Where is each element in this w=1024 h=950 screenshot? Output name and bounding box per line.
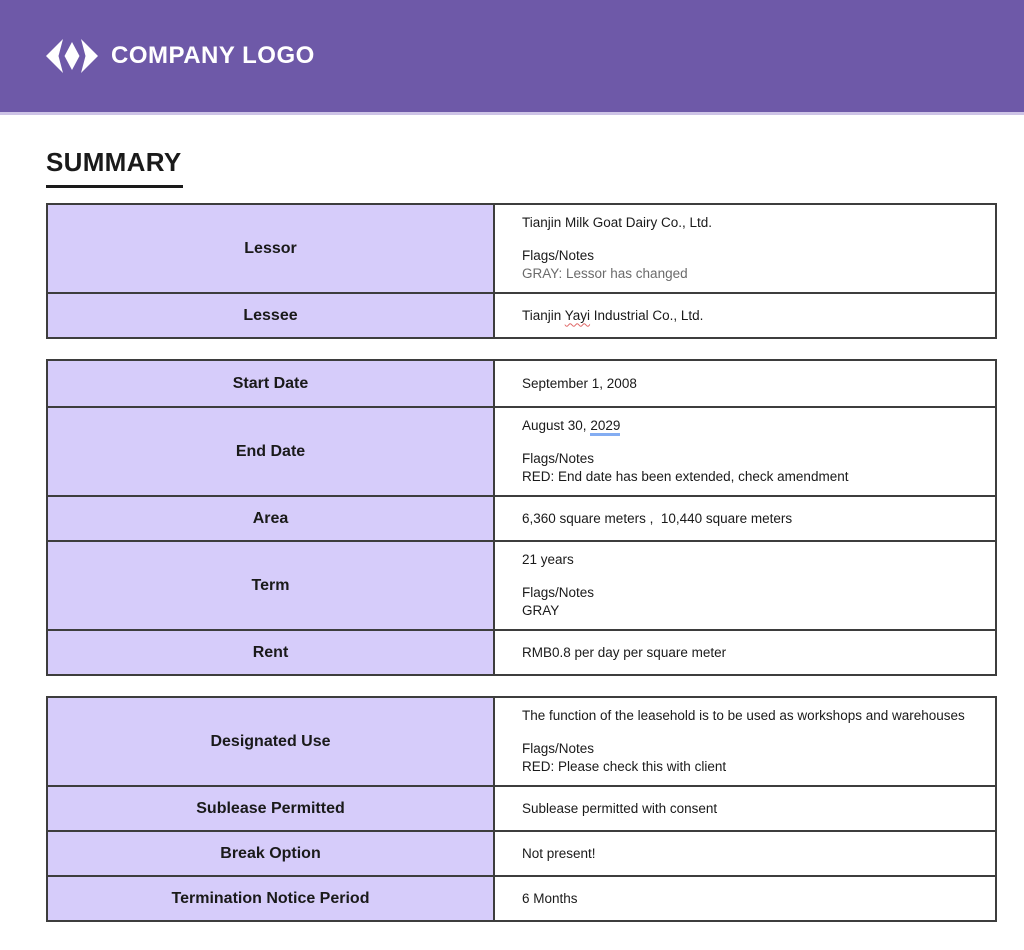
page-title: SUMMARY — [46, 147, 183, 188]
table-row-term — [48, 540, 995, 629]
row-value-term — [495, 542, 995, 629]
table-row-lessee — [48, 292, 995, 337]
value-part: August 30, — [522, 418, 591, 433]
value-text: 21 years — [522, 552, 574, 567]
row-label-lessor: Lessor — [48, 205, 495, 292]
flag-note: GRAY: Lessor has changed — [522, 266, 688, 281]
flags-notes-block — [522, 740, 979, 776]
flag-note: RED: Please check this with client — [522, 759, 727, 774]
table-row-break-option — [48, 830, 995, 875]
flags-label: Flags/Notes — [522, 248, 595, 263]
row-label-end-date: End Date — [48, 408, 495, 495]
value-text: 6 Months — [522, 890, 578, 906]
row-value-start-date — [495, 361, 995, 406]
table-row-area — [48, 495, 995, 540]
app-header — [0, 0, 1024, 115]
value-text: September 1, 2008 — [522, 375, 637, 391]
flags-label: Flags/Notes — [522, 741, 595, 756]
row-value-termination-notice — [495, 877, 995, 920]
table-row-designated-use — [48, 698, 995, 785]
document-body — [0, 147, 1024, 922]
summary-heading-wrap — [46, 147, 997, 188]
row-value-designated-use — [495, 698, 995, 785]
company-logo — [46, 35, 315, 77]
row-value-lessor — [495, 205, 995, 292]
flags-notes-block — [522, 450, 979, 486]
value-text: Tianjin Milk Goat Dairy Co., Ltd. — [522, 215, 713, 230]
value-text — [522, 417, 979, 435]
flags-label: Flags/Notes — [522, 451, 595, 466]
row-label-rent: Rent — [48, 631, 495, 674]
flags-notes-block — [522, 584, 979, 620]
diamond-brackets-icon — [46, 35, 98, 77]
flags-label: Flags/Notes — [522, 585, 595, 600]
value-text — [522, 307, 979, 325]
row-value-break-option — [495, 832, 995, 875]
row-label-lessee: Lessee — [48, 294, 495, 337]
row-label-term: Term — [48, 542, 495, 629]
table-row-end-date — [48, 406, 995, 495]
row-value-rent — [495, 631, 995, 674]
value-part: Tianjin — [522, 307, 565, 323]
flags-notes-block — [522, 247, 979, 283]
value-text: Sublease permitted with consent — [522, 800, 718, 816]
table-row-lessor — [48, 205, 995, 292]
table-row-termination-notice — [48, 875, 995, 920]
row-value-lessee — [495, 294, 995, 337]
row-label-sublease: Sublease Permitted — [48, 787, 495, 830]
row-label-break-option: Break Option — [48, 832, 495, 875]
table-row-start-date — [48, 361, 995, 406]
row-label-area: Area — [48, 497, 495, 540]
table-row-sublease — [48, 785, 995, 830]
value-text: RMB0.8 per day per square meter — [522, 644, 727, 660]
row-label-termination-notice: Termination Notice Period — [48, 877, 495, 920]
term-table — [46, 359, 997, 676]
misspelled-word: Yayi — [564, 307, 591, 323]
row-value-end-date — [495, 408, 995, 495]
value-text: Not present! — [522, 845, 596, 861]
table-row-rent — [48, 629, 995, 674]
value-text: 6,360 square meters , 10,440 square meters — [522, 510, 793, 526]
row-label-designated-use: Designated Use — [48, 698, 495, 785]
value-part: Industrial Co., Ltd. — [590, 307, 704, 323]
row-value-sublease — [495, 787, 995, 830]
flag-note: RED: End date has been extended, check amendment — [522, 469, 849, 484]
parties-table — [46, 203, 997, 339]
use-options-table — [46, 696, 997, 922]
row-label-start-date: Start Date — [48, 361, 495, 406]
suggested-edit-text[interactable]: 2029 — [590, 418, 620, 436]
logo-text: COMPANY LOGO — [111, 42, 315, 69]
value-text: The function of the leasehold is to be used as workshops and warehouses — [522, 708, 965, 723]
flag-note: GRAY — [522, 603, 560, 618]
row-value-area — [495, 497, 995, 540]
